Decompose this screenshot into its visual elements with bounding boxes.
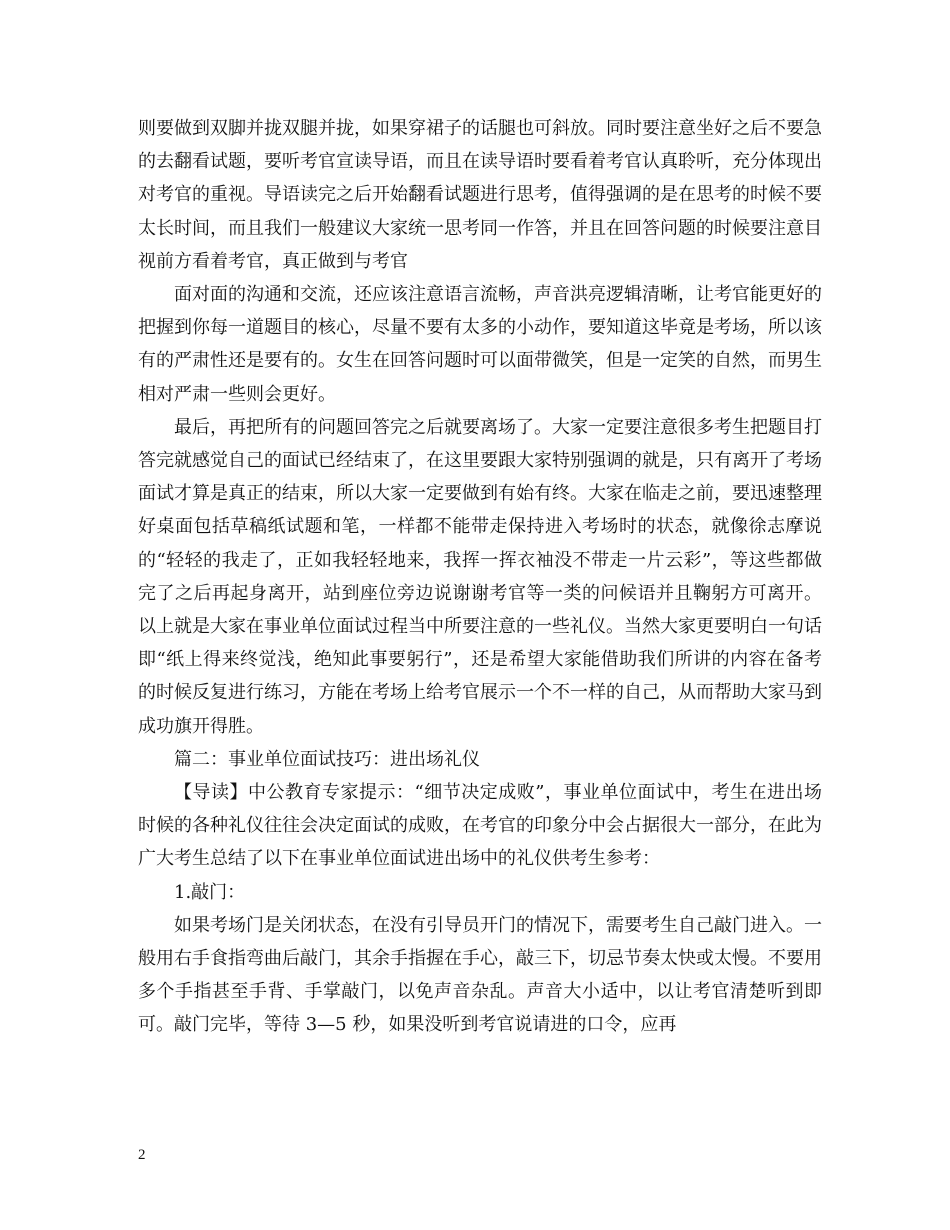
paragraph-intro: 【导读】中公教育专家提示：“细节决定成败”，事业单位面试中，考生在进出场时候的各种礼仪往往会决定面试的成败，在考官的印象分中会占据很大一部分，在此为广大考生总结了以下在事业单位面试进出场中的礼仪供考生参考：: [138, 782, 822, 870]
paragraph-knocking: 如果考场门是关闭状态，在没有引导员开门的情况下，需要考生自己敲门进入。一般用右手食指弯曲后敲门，其余手指握在手心，敲三下，切忌节奏太快或太慢。不要用多个手指甚至手背、手掌敲门，以免声音杂乱。声音大小适中，以让考官清楚听到即可。敲门完毕，等待 3—5 秒，如果没听到考官说请进的口令，应再: [138, 914, 822, 1036]
page-number: 2: [138, 1147, 146, 1163]
paragraph-continuation: 则要做到双脚并拢双腿并拢，如果穿裙子的话腿也可斜放。同时要注意坐好之后不要急的去翻看试题，要听考官宣读导语，而且在读导语时要看着考官认真聆听，充分体现出对考官的重视。导语读完之后开始翻看试题进行思考，值得强调的是在思考的时候不要太长时间，而且我们一般建议大家统一思考同一作答，并且在回答问题的时候要注意目视前方看着考官，真正做到与考官: [138, 118, 822, 272]
document-body: [138, 112, 822, 1042]
list-item-heading: 1.敲门：: [174, 881, 246, 903]
paragraph-leaving: 最后，再把所有的问题回答完之后就要离场了。大家一定要注意很多考生把题目打答完就感觉自己的面试已经结束了，在这里要跟大家特别强调的就是，只有离开了考场面试才算是真正的结束，所以大家一定要做到有始有终。大家在临走之前，要迅速整理好桌面包括草稿纸试题和笔，一样都不能带走保持进入考场时的状态，就像徐志摩说的“轻轻的我走了，正如我轻轻地来，我挥一挥衣袖没不带走一片云彩”，等这些都做完了之后再起身离开，站到座位旁边说谢谢考官等一类的问候语并且鞠躬方可离开。 以上就是大家在事业单位面试过程当中所要注意的一些礼仪。当然大家更要明白一句话即“纸上得来终觉浅，绝知此事要躬行”，还是希望大家能借助我们所讲的内容在备考的时候反复进行练习，方能在考场上给考官展示一个不一样的自己，从而帮助大家马到成功旗开得胜。: [138, 416, 822, 737]
paragraph-communication: 面对面的沟通和交流，还应该注意语言流畅，声音洪亮逻辑清晰，让考官能更好的把握到你每一道题目的核心，尽量不要有太多的小动作，要知道这毕竟是考场，所以该有的严肃性还是要有的。女生在回答问题时可以面带微笑，但是一定笑的自然，而男生相对严肃一些则会更好。: [138, 284, 822, 405]
section-heading: 篇二：事业单位面试技巧：进出场礼仪: [174, 748, 480, 770]
